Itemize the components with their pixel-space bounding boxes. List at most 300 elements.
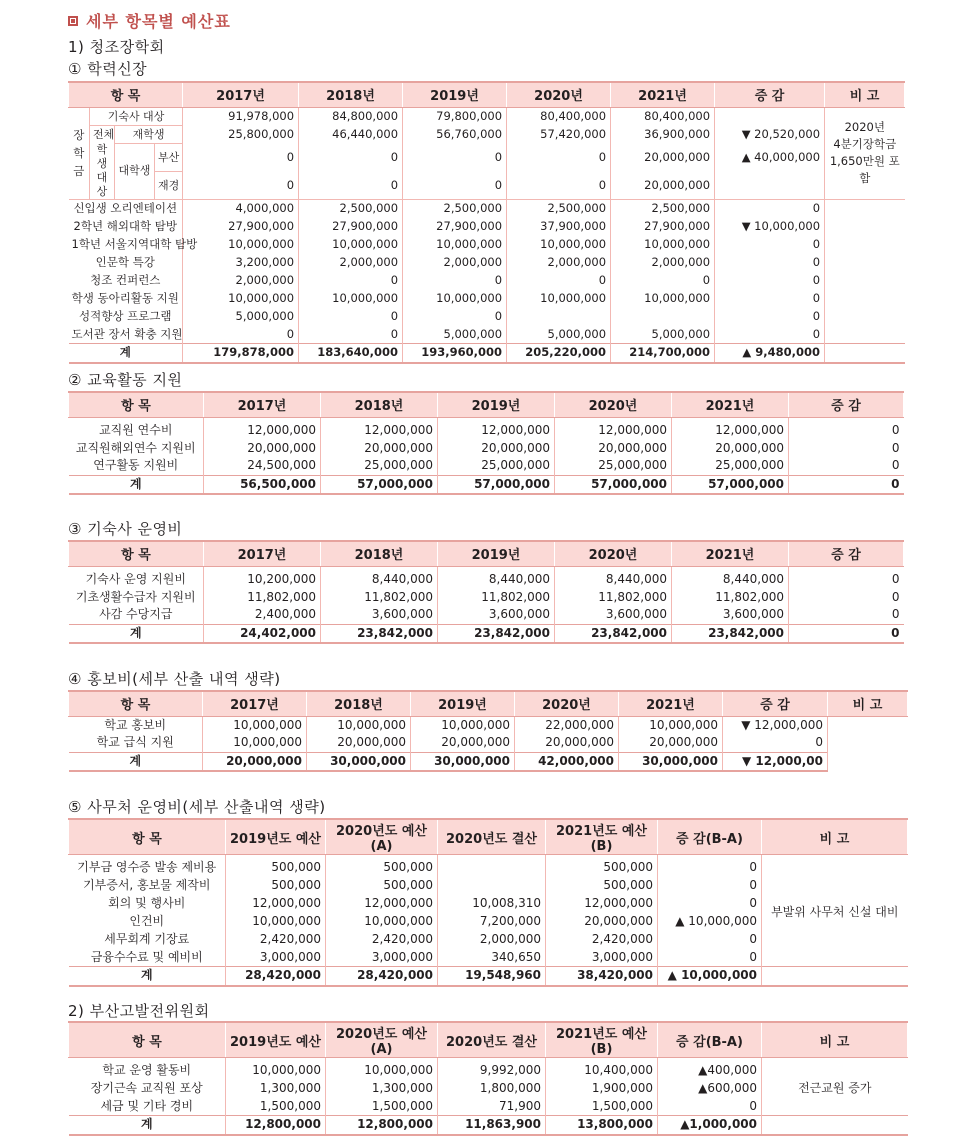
- remark-cell: [825, 344, 905, 363]
- row-label: 장기근속 교직원 포상: [69, 1080, 226, 1098]
- cell: 0: [507, 272, 611, 290]
- cell: 30,000,000: [307, 752, 411, 771]
- col-header: 2019년도 예산: [226, 1022, 326, 1058]
- education-budget-table: [68, 391, 904, 495]
- row-label: 기부금 영수증 발송 제비용: [69, 855, 226, 877]
- cell: 28,420,000: [326, 967, 438, 986]
- change-cell: ▲ 10,000,000: [658, 913, 762, 931]
- cell: 20,000,000: [672, 439, 789, 457]
- col-header: 2018년: [307, 691, 411, 716]
- cell: 500,000: [226, 855, 326, 877]
- cell: 3,000,000: [326, 949, 438, 967]
- cell: [611, 308, 715, 326]
- change-cell: 0: [715, 326, 825, 344]
- table-row: [69, 200, 905, 218]
- office-budget-table: [68, 818, 908, 987]
- row-label: 재경: [155, 171, 183, 199]
- academic-budget-table: [68, 81, 905, 364]
- cell: 3,200,000: [183, 254, 299, 272]
- total-label: 계: [69, 624, 204, 643]
- cell: 20,000,000: [619, 734, 723, 752]
- cell: 3,600,000: [438, 606, 555, 624]
- cell: 0: [507, 171, 611, 199]
- change-cell: ▲ 9,480,000: [715, 344, 825, 363]
- col-header: 2019년도 예산: [226, 819, 326, 855]
- cell: 0: [403, 308, 507, 326]
- cell: 25,000,000: [672, 457, 789, 475]
- cell: 11,802,000: [204, 588, 321, 606]
- col-header: 2017년: [203, 691, 307, 716]
- cell: 0: [299, 272, 403, 290]
- change-cell: ▲600,000: [658, 1080, 762, 1098]
- change-cell: 0: [658, 1098, 762, 1116]
- col-header: 2021년: [672, 541, 789, 566]
- table-row: [69, 308, 905, 326]
- change-cell: [715, 171, 825, 199]
- cell: 19,548,960: [438, 967, 546, 986]
- col-header: 증 감: [789, 392, 904, 417]
- table-row: [69, 588, 904, 606]
- row-label: 기부증서, 홍보물 제작비: [69, 877, 226, 895]
- change-cell: 0: [658, 895, 762, 913]
- cell: 10,000,000: [183, 236, 299, 254]
- cell: 3,600,000: [672, 606, 789, 624]
- col-header: 증 감: [715, 82, 825, 107]
- cell: 27,900,000: [611, 218, 715, 236]
- cell: 12,000,000: [555, 417, 672, 439]
- cell: 500,000: [546, 855, 658, 877]
- cell: 0: [403, 171, 507, 199]
- cell: 8,440,000: [438, 566, 555, 588]
- cell: 0: [299, 143, 403, 171]
- col-header: 항 목: [69, 691, 203, 716]
- col-header: 2020년도 예산(A): [326, 1022, 438, 1058]
- cell: 10,008,310: [438, 895, 546, 913]
- cell: 2,400,000: [204, 606, 321, 624]
- cell: 0: [507, 143, 611, 171]
- committee-budget-table: [68, 1021, 908, 1136]
- cell: 37,900,000: [507, 218, 611, 236]
- cell: 1,500,000: [326, 1098, 438, 1116]
- cell: 2,420,000: [226, 931, 326, 949]
- cell: 12,000,000: [672, 417, 789, 439]
- cell: 20,000,000: [611, 143, 715, 171]
- row-label: 연구활동 지원비: [69, 457, 204, 475]
- change-cell: ▲1,000,000: [658, 1116, 762, 1135]
- total-row: [69, 475, 904, 494]
- change-cell: ▲400,000: [658, 1058, 762, 1080]
- total-label: 계: [69, 344, 183, 363]
- cell: 3,600,000: [555, 606, 672, 624]
- cell: 193,960,000: [403, 344, 507, 363]
- row-label: 성적향상 프로그램: [69, 308, 183, 326]
- row-label: 학생 동아리활동 지원: [69, 290, 183, 308]
- remark-cell: 부발위 사무처 신설 대비: [762, 855, 908, 967]
- cell: 2,000,000: [299, 254, 403, 272]
- change-cell: 0: [658, 931, 762, 949]
- row-label: 학교 운영 활동비: [69, 1058, 226, 1080]
- col-header: 증 감: [723, 691, 828, 716]
- change-cell: 0: [715, 254, 825, 272]
- cell: 11,802,000: [555, 588, 672, 606]
- change-cell: 0: [789, 588, 904, 606]
- col-header: 2019년: [403, 82, 507, 107]
- table-row: [69, 107, 905, 125]
- cell: 24,500,000: [204, 457, 321, 475]
- col-header: 비 고: [828, 691, 908, 716]
- col-header: 2019년: [438, 541, 555, 566]
- cell: 23,842,000: [672, 624, 789, 643]
- cell: 12,000,000: [546, 895, 658, 913]
- cell: 20,000,000: [203, 752, 307, 771]
- table-body: [69, 200, 905, 363]
- cell: 1,500,000: [226, 1098, 326, 1116]
- cell: 11,802,000: [438, 588, 555, 606]
- cell: 205,220,000: [507, 344, 611, 363]
- change-cell: 0: [789, 417, 904, 439]
- cell: 10,000,000: [299, 290, 403, 308]
- cell: 2,500,000: [299, 200, 403, 218]
- row-label: 기초생활수급자 지원비: [69, 588, 204, 606]
- col-header: 2020년: [555, 541, 672, 566]
- table-row: [69, 143, 905, 171]
- row-label: 학교 급식 지원: [69, 734, 203, 752]
- cell: 2,000,000: [403, 254, 507, 272]
- table-row: [69, 272, 905, 290]
- cell: 1,900,000: [546, 1080, 658, 1098]
- cell: 183,640,000: [299, 344, 403, 363]
- col-header: 증 감(B-A): [658, 1022, 762, 1058]
- cell: 0: [299, 326, 403, 344]
- section-heading-promotion: ④ 홍보비(세부 산출 내역 생략): [68, 670, 281, 688]
- table-row: [69, 326, 905, 344]
- total-row: [69, 752, 908, 771]
- cell: 25,000,000: [555, 457, 672, 475]
- change-cell: 0: [658, 949, 762, 967]
- table-row: [69, 734, 908, 752]
- row-label: 인건비: [69, 913, 226, 931]
- cell: 7,200,000: [438, 913, 546, 931]
- cell: 5,000,000: [507, 326, 611, 344]
- col-header: 항 목: [69, 819, 226, 855]
- total-label: 계: [69, 1116, 226, 1135]
- cell: 20,000,000: [204, 439, 321, 457]
- table-header-row: [69, 392, 904, 417]
- table-row: [69, 1058, 908, 1080]
- total-row: [69, 1116, 908, 1135]
- cell: 10,000,000: [226, 1058, 326, 1080]
- cell: 56,500,000: [204, 475, 321, 494]
- scholarship-group-label: 장 학 금: [69, 107, 90, 200]
- cell: 0: [183, 171, 299, 199]
- row-label: 사감 수당지급: [69, 606, 204, 624]
- table-header-row: [69, 1022, 908, 1058]
- cell: 2,500,000: [403, 200, 507, 218]
- table-row: [69, 125, 905, 143]
- cell: 30,000,000: [411, 752, 515, 771]
- cell: 12,000,000: [438, 417, 555, 439]
- cell: 10,000,000: [203, 734, 307, 752]
- section-heading-education: ② 교육활동 지원: [68, 371, 183, 389]
- cell: 84,800,000: [299, 107, 403, 125]
- cell: 25,800,000: [183, 125, 299, 143]
- col-header: 2020년도 결산: [438, 1022, 546, 1058]
- row-label: 기숙사 대상: [90, 107, 183, 125]
- cell: 57,420,000: [507, 125, 611, 143]
- cell: 1,500,000: [546, 1098, 658, 1116]
- cell: 12,000,000: [326, 895, 438, 913]
- col-header: 2019년: [438, 392, 555, 417]
- row-label: 교직원해외연수 지원비: [69, 439, 204, 457]
- table-header-row: [69, 82, 905, 107]
- remark-cell: 전근교원 증가: [762, 1058, 908, 1116]
- col-header: 2020년: [507, 82, 611, 107]
- row-label: 전체: [90, 125, 115, 143]
- row-label: 신입생 오리엔테이션: [69, 200, 183, 218]
- col-header: 항 목: [69, 82, 183, 107]
- cell: 42,000,000: [515, 752, 619, 771]
- section-heading-cheongjo: 1) 청조장학회: [68, 38, 165, 56]
- col-header: 비 고: [762, 819, 908, 855]
- cell: 23,842,000: [321, 624, 438, 643]
- row-label: 1학년 서울지역대학 탐방: [69, 236, 183, 254]
- change-cell: 0: [789, 624, 904, 643]
- change-cell: ▲ 40,000,000: [715, 143, 825, 171]
- col-header: 2021년도 예산(B): [546, 1022, 658, 1058]
- cell: 57,000,000: [438, 475, 555, 494]
- cell: 10,000,000: [403, 236, 507, 254]
- remark-cell: [828, 716, 908, 771]
- change-cell: ▼ 20,520,000: [715, 125, 825, 143]
- table-row: [69, 566, 904, 588]
- change-cell: ▼ 12,000,000: [723, 716, 828, 734]
- total-row: [69, 624, 904, 643]
- cell: 20,000,000: [321, 439, 438, 457]
- table-header-row: [69, 691, 908, 716]
- col-header: 2020년: [515, 691, 619, 716]
- col-header: 2019년: [411, 691, 515, 716]
- section-heading-dormitory: ③ 기숙사 운영비: [68, 520, 183, 538]
- cell: 0: [403, 143, 507, 171]
- cell: [507, 308, 611, 326]
- cell: 27,900,000: [403, 218, 507, 236]
- cell: 8,440,000: [672, 566, 789, 588]
- table-row: [69, 606, 904, 624]
- cell: 30,000,000: [619, 752, 723, 771]
- col-header: 항 목: [69, 541, 204, 566]
- table-header-row: [69, 819, 908, 855]
- col-header: 항 목: [69, 1022, 226, 1058]
- cell: 46,440,000: [299, 125, 403, 143]
- cell: 13,800,000: [546, 1116, 658, 1135]
- col-header: 2017년: [183, 82, 299, 107]
- col-header: 항 목: [69, 392, 204, 417]
- change-cell: 0: [789, 439, 904, 457]
- table-header-row: [69, 541, 904, 566]
- row-label: 청조 컨퍼런스: [69, 272, 183, 290]
- cell: 10,000,000: [183, 290, 299, 308]
- cell: 56,760,000: [403, 125, 507, 143]
- cell: 0: [183, 326, 299, 344]
- cell: 10,000,000: [326, 1058, 438, 1080]
- cell: 5,000,000: [183, 308, 299, 326]
- cell: 10,000,000: [411, 716, 515, 734]
- change-cell: 0: [715, 200, 825, 218]
- cell: 71,900: [438, 1098, 546, 1116]
- table-row: [69, 171, 905, 199]
- row-label: 회의 및 행사비: [69, 895, 226, 913]
- cell: 500,000: [546, 877, 658, 895]
- cell: 340,650: [438, 949, 546, 967]
- cell: 500,000: [326, 855, 438, 877]
- cell: 27,900,000: [183, 218, 299, 236]
- table-row: [69, 439, 904, 457]
- col-header: 2018년: [321, 541, 438, 566]
- table-row: [69, 716, 908, 734]
- col-header: 비 고: [762, 1022, 908, 1058]
- col-header: 증 감(B-A): [658, 819, 762, 855]
- cell: 23,842,000: [438, 624, 555, 643]
- col-header: 2021년: [672, 392, 789, 417]
- cell: 80,400,000: [507, 107, 611, 125]
- cell: 12,000,000: [204, 417, 321, 439]
- row-label: 도서관 장서 확충 지원: [69, 326, 183, 344]
- cell: 10,000,000: [611, 290, 715, 308]
- cell: 25,000,000: [438, 457, 555, 475]
- cell: 0: [183, 143, 299, 171]
- row-label: 기숙사 운영 지원비: [69, 566, 204, 588]
- cell: 20,000,000: [438, 439, 555, 457]
- cell: 10,000,000: [299, 236, 403, 254]
- section-heading-busan-committee: 2) 부산고발전위원회: [68, 1002, 210, 1020]
- total-row: [69, 344, 905, 363]
- cell: 28,420,000: [226, 967, 326, 986]
- cell: 11,863,900: [438, 1116, 546, 1135]
- cell: 57,000,000: [672, 475, 789, 494]
- change-cell: 0: [658, 855, 762, 877]
- cell: 12,800,000: [226, 1116, 326, 1135]
- cell: 10,000,000: [507, 236, 611, 254]
- change-cell: 0: [715, 272, 825, 290]
- col-header: 2021년: [611, 82, 715, 107]
- cell: 57,000,000: [555, 475, 672, 494]
- table-row: [69, 290, 905, 308]
- change-cell: ▼ 10,000,000: [715, 218, 825, 236]
- cell: 500,000: [226, 877, 326, 895]
- row-label: 교직원 연수비: [69, 417, 204, 439]
- cell: 3,600,000: [321, 606, 438, 624]
- row-label: 재학생: [115, 125, 183, 143]
- cell: 11,802,000: [672, 588, 789, 606]
- col-header: 2018년: [299, 82, 403, 107]
- cell: 2,000,000: [507, 254, 611, 272]
- cell: 12,000,000: [226, 895, 326, 913]
- change-cell: 0: [789, 566, 904, 588]
- cell: 3,000,000: [546, 949, 658, 967]
- col-header: 2020년: [555, 392, 672, 417]
- col-header: 2018년: [321, 392, 438, 417]
- col-header: 2021년도 예산(B): [546, 819, 658, 855]
- total-label: 계: [69, 752, 203, 771]
- col-header: 2017년: [204, 541, 321, 566]
- row-label: 학교 홍보비: [69, 716, 203, 734]
- cell: 2,500,000: [507, 200, 611, 218]
- cell: 80,400,000: [611, 107, 715, 125]
- cell: 10,000,000: [326, 913, 438, 931]
- cell: 10,000,000: [619, 716, 723, 734]
- change-cell: 0: [715, 236, 825, 254]
- change-cell: 0: [789, 475, 904, 494]
- row-label: 금융수수료 및 예비비: [69, 949, 226, 967]
- remark-cell: [762, 967, 908, 986]
- col-header: 비 고: [825, 82, 905, 107]
- col-header: 2021년: [619, 691, 723, 716]
- cell: 1,300,000: [326, 1080, 438, 1098]
- cell: 500,000: [326, 877, 438, 895]
- table-row: [69, 236, 905, 254]
- cell: 10,000,000: [403, 290, 507, 308]
- change-cell: 0: [715, 308, 825, 326]
- row-label: 부산: [155, 143, 183, 171]
- cell: 12,800,000: [326, 1116, 438, 1135]
- table-row: [69, 855, 908, 877]
- cell: 0: [611, 272, 715, 290]
- change-cell: [715, 107, 825, 125]
- promotion-budget-table: [68, 690, 908, 772]
- cell: 2,500,000: [611, 200, 715, 218]
- cell: 20,000,000: [515, 734, 619, 752]
- cell: 5,000,000: [611, 326, 715, 344]
- row-label: 2학년 해외대학 탐방: [69, 218, 183, 236]
- cell: 10,000,000: [203, 716, 307, 734]
- table-row: [69, 417, 904, 439]
- row-label: 대학생: [115, 143, 155, 200]
- section-heading-office: ⑤ 사무처 운영비(세부 산출내역 생략): [68, 798, 326, 816]
- cell: 10,000,000: [507, 290, 611, 308]
- cell: 27,900,000: [299, 218, 403, 236]
- table-row: [69, 254, 905, 272]
- cell: 10,000,000: [611, 236, 715, 254]
- dormitory-budget-table: [68, 540, 904, 644]
- cell: 11,802,000: [321, 588, 438, 606]
- cell: 0: [299, 308, 403, 326]
- cell: 10,200,000: [204, 566, 321, 588]
- cell: 38,420,000: [546, 967, 658, 986]
- change-cell: 0: [715, 290, 825, 308]
- cell: 5,000,000: [403, 326, 507, 344]
- cell: 20,000,000: [411, 734, 515, 752]
- remark-cell: 2020년 4분기장학금 1,650만원 포함: [825, 107, 905, 200]
- cell: 179,878,000: [183, 344, 299, 363]
- cell: 10,000,000: [226, 913, 326, 931]
- row-label: 인문학 특강: [69, 254, 183, 272]
- table-row: [69, 218, 905, 236]
- page-title-text: 세부 항목별 예산표: [86, 12, 231, 31]
- change-cell: ▲ 10,000,000: [658, 967, 762, 986]
- col-header: 2017년: [204, 392, 321, 417]
- cell: 2,000,000: [438, 931, 546, 949]
- square-bullet-icon: [68, 16, 78, 26]
- remark-cell: [762, 1116, 908, 1135]
- change-cell: 0: [723, 734, 828, 752]
- cell: 0: [299, 171, 403, 199]
- cell: 0: [403, 272, 507, 290]
- cell: 3,000,000: [226, 949, 326, 967]
- cell: 24,402,000: [204, 624, 321, 643]
- cell: 1,300,000: [226, 1080, 326, 1098]
- cell: 12,000,000: [321, 417, 438, 439]
- cell: 20,000,000: [546, 913, 658, 931]
